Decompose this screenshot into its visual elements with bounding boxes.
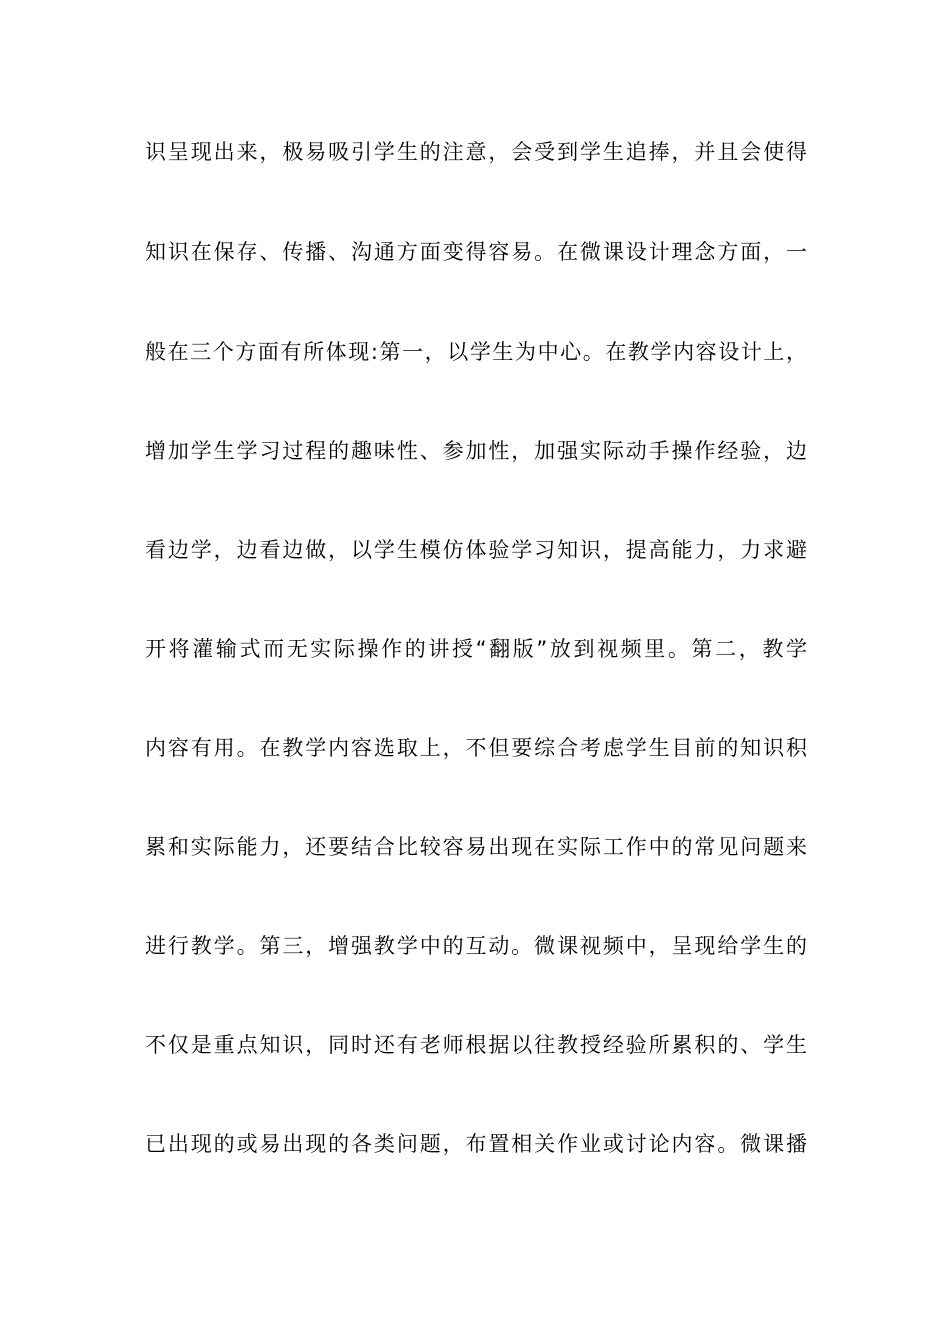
paragraph-line: 进行教学。第三，增强教学中的互动。微课视频中，呈现给学生的 xyxy=(145,934,807,958)
paragraph-line: 增加学生学习过程的趣味性、参加性，加强实际动手操作经验，边 xyxy=(145,439,807,463)
paragraph-line: 般在三个方面有所体现:第一，以学生为中心。在教学内容设计上， xyxy=(145,340,807,364)
paragraph-line: 识呈现出来，极易吸引学生的注意，会受到学生追捧，并且会使得 xyxy=(145,140,807,164)
paragraph-line: 已出现的或易出现的各类问题，布置相关作业或讨论内容。微课播 xyxy=(145,1132,807,1156)
paragraph-line: 看边学，边看边做，以学生模仿体验学习知识，提高能力，力求避 xyxy=(145,538,807,562)
paragraph-line: 开将灌输式而无实际操作的讲授“翻版”放到视频里。第二，教学 xyxy=(145,637,807,661)
paragraph-line: 累和实际能力，还要结合比较容易出现在实际工作中的常见问题来 xyxy=(145,835,807,859)
paragraph-line: 知识在保存、传播、沟通方面变得容易。在微课设计理念方面，一 xyxy=(145,240,807,264)
paragraph-line: 内容有用。在教学内容选取上，不但要综合考虑学生目前的知识积 xyxy=(145,736,807,760)
paragraph-line: 不仅是重点知识，同时还有老师根据以往教授经验所累积的、学生 xyxy=(145,1033,807,1057)
